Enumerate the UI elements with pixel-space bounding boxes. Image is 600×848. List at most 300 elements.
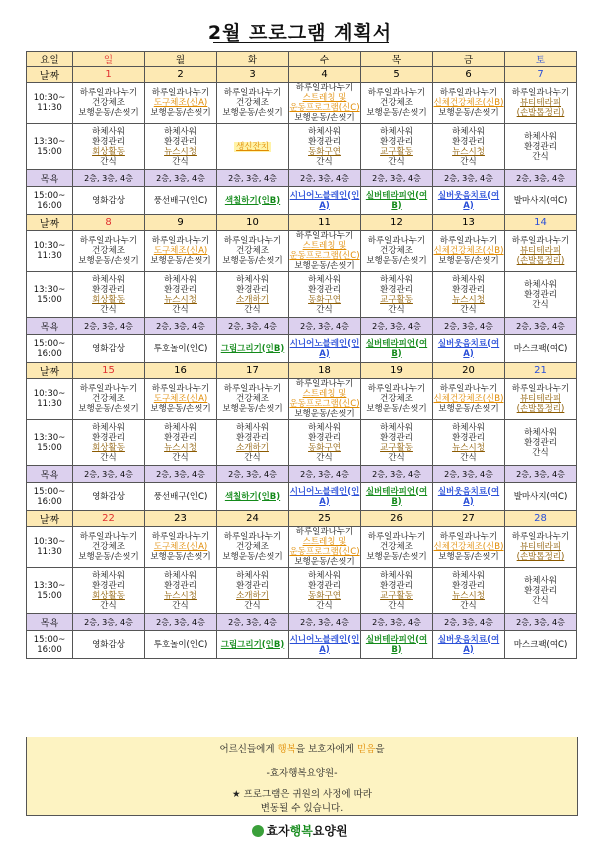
time-label-line: 16:00 xyxy=(37,496,62,507)
date-cell: 7 xyxy=(505,67,577,83)
morning-row xyxy=(27,231,577,272)
date-cell: 3 xyxy=(217,67,289,83)
activity-line: 보행운동/손씻기 xyxy=(294,409,355,419)
activity-line: 하체사워 xyxy=(236,422,269,433)
activity-line: 하체사워 xyxy=(164,126,197,137)
late-activity-text: 실버테라피언(여B) xyxy=(365,338,428,359)
date-cell: 17 xyxy=(217,363,289,379)
activity-line: 하체사워 xyxy=(236,274,269,285)
activity-line: 환경관리 xyxy=(164,136,197,147)
morning-activity-cell xyxy=(73,231,145,272)
morning-activity-cell xyxy=(73,83,145,124)
bath-row xyxy=(27,466,577,483)
activity-line: 신체건강체조(신B) xyxy=(433,394,504,404)
time-label-line: 11:30 xyxy=(37,547,62,557)
morning-activity-cell xyxy=(361,83,433,124)
footer-box xyxy=(26,737,578,816)
time-label-line: 16:00 xyxy=(37,644,62,655)
activity-line: 보행운동/손씻기 xyxy=(150,404,211,414)
late-afternoon-row xyxy=(27,631,577,659)
activity-line: 스트레칭 및 xyxy=(302,93,347,103)
late-activity-text: 색칠하기(인B) xyxy=(224,491,281,502)
late-afternoon-row xyxy=(27,187,577,215)
morning-activity-cell xyxy=(145,379,217,420)
activity-line: 교구활동 xyxy=(380,146,413,157)
bath-floors-cell: 2층, 3층, 4층 xyxy=(73,318,145,335)
activity-line: 하체사워 xyxy=(524,575,557,586)
activity-line: 회상활동 xyxy=(92,442,125,453)
activity-line: 환경관리 xyxy=(308,136,341,147)
activity-line: 하체사워 xyxy=(308,570,341,581)
activity-line: 간식 xyxy=(532,151,549,162)
activity-line: 간식 xyxy=(532,299,549,310)
activity-line: 간식 xyxy=(460,304,477,315)
late-activity-cell xyxy=(433,631,505,659)
title-underline xyxy=(213,42,389,43)
activity-line: 뉴스시청 xyxy=(452,146,485,157)
activity-line: 간식 xyxy=(532,447,549,458)
activity-line: 보행운동/손씻기 xyxy=(150,552,211,562)
late-time-label xyxy=(27,483,73,511)
date-cell: 23 xyxy=(145,511,217,527)
late-activity-cell xyxy=(73,335,145,363)
activity-line: 스트레칭 및 xyxy=(302,241,347,251)
weekday-sun: 일 xyxy=(73,52,145,67)
late-activity-cell xyxy=(145,335,217,363)
morning-activity-cell xyxy=(433,527,505,568)
afternoon-activity-cell xyxy=(73,124,145,170)
morning-activity-cell xyxy=(433,231,505,272)
activity-line: 보행운동/손씻기 xyxy=(294,113,355,123)
activity-line: 교구활동 xyxy=(380,590,413,601)
late-activity-text: 실버웃음치료(여A) xyxy=(437,338,500,359)
activity-line: 건강체조 xyxy=(236,246,269,256)
logo-text: 요양원 xyxy=(312,824,348,838)
activity-line: 하루일과나누기 xyxy=(511,236,570,246)
late-activity-text: 마스크팩(여C) xyxy=(513,639,568,650)
activity-line: 건강체조 xyxy=(380,246,413,256)
activity-line: 뉴스시청 xyxy=(452,590,485,601)
afternoon-activity-cell xyxy=(361,568,433,614)
bath-floors-cell: 2층, 3층, 4층 xyxy=(361,614,433,631)
time-label-line: 15:00~ xyxy=(33,190,66,201)
late-activity-text: 그림그리기(인B) xyxy=(220,343,285,354)
afternoon-activity-cell xyxy=(145,420,217,466)
time-label-line: 11:30 xyxy=(37,399,62,409)
slogan-part: 어르신들에게 xyxy=(219,744,278,755)
activity-line: 환경관리 xyxy=(236,432,269,443)
morning-activity-cell xyxy=(361,527,433,568)
date-cell: 25 xyxy=(289,511,361,527)
bath-floors-cell: 2층, 3층, 4층 xyxy=(433,170,505,187)
late-activity-text: 시니어노블레인(인A) xyxy=(289,190,360,211)
activity-line: 간식 xyxy=(388,304,405,315)
activity-line: 환경관리 xyxy=(380,136,413,147)
late-activity-cell xyxy=(505,335,577,363)
late-activity-cell xyxy=(361,335,433,363)
activity-line: 보행운동/손씻기 xyxy=(438,552,499,562)
morning-activity-cell xyxy=(73,379,145,420)
late-activity-cell xyxy=(361,187,433,215)
afternoon-activity-cell xyxy=(73,272,145,318)
morning-activity-cell xyxy=(433,83,505,124)
afternoon-activity-cell xyxy=(145,124,217,170)
date-cell: 13 xyxy=(433,215,505,231)
time-label-line: 16:00 xyxy=(37,200,62,211)
activity-line: 하루일과나누기 xyxy=(439,384,498,394)
date-label: 날짜 xyxy=(27,67,73,83)
date-cell: 2 xyxy=(145,67,217,83)
time-label-line: 13:30~ xyxy=(33,136,66,147)
activity-line: 건강체조 xyxy=(236,98,269,108)
slogan xyxy=(27,741,577,755)
activity-line: 신체건강체조(신B) xyxy=(433,246,504,256)
morning-activity-cell xyxy=(217,379,289,420)
bath-row xyxy=(27,170,577,187)
activity-line: 운동프로그램(신C) xyxy=(289,103,360,113)
afternoon-activity-cell xyxy=(217,568,289,614)
activity-line: 보행운동/손씻기 xyxy=(222,256,283,266)
activity-line: 보행운동/손씻기 xyxy=(438,404,499,414)
activity-line: 회상활동 xyxy=(92,294,125,305)
weekday-tue: 화 xyxy=(217,52,289,67)
afternoon-activity-cell xyxy=(217,420,289,466)
activity-line: 하루일과나누기 xyxy=(151,236,210,246)
activity-line: 도구체조(신A) xyxy=(153,394,208,404)
late-activity-cell xyxy=(217,631,289,659)
morning-time-label xyxy=(27,527,73,568)
afternoon-time-label xyxy=(27,420,73,466)
activity-line: 하체사워 xyxy=(308,422,341,433)
activity-line: 하루일과나누기 xyxy=(295,527,354,537)
note-line-2: 변동될 수 있습니다. xyxy=(260,803,344,814)
date-cell: 18 xyxy=(289,363,361,379)
late-activity-cell xyxy=(433,483,505,511)
slogan-trust: 믿음 xyxy=(357,744,376,755)
morning-activity-cell xyxy=(505,83,577,124)
bath-row xyxy=(27,614,577,631)
activity-line: 뉴스시청 xyxy=(164,294,197,305)
time-label-line: 10:30~ xyxy=(33,537,66,547)
activity-line: 간식 xyxy=(316,156,333,167)
late-activity-text: 실버테라피언(여B) xyxy=(365,190,428,211)
activity-line: 하루일과나누기 xyxy=(295,379,354,389)
morning-row xyxy=(27,527,577,568)
activity-line: 하체사워 xyxy=(380,570,413,581)
activity-line: 교구활동 xyxy=(380,294,413,305)
activity-line: 동화구연 xyxy=(308,146,341,157)
late-activity-text: 그림그리기(인B) xyxy=(220,639,285,650)
note-line-1: ★ 프로그램은 귀원의 사정에 따라 xyxy=(232,789,372,800)
afternoon-activity-cell xyxy=(289,420,361,466)
bath-floors-cell: 2층, 3층, 4층 xyxy=(73,170,145,187)
activity-line: 교구활동 xyxy=(380,442,413,453)
activity-line: 하루일과나누기 xyxy=(439,532,498,542)
late-activity-cell xyxy=(73,187,145,215)
activity-line: 뉴스시청 xyxy=(164,146,197,157)
late-activity-text: 영화감상 xyxy=(92,491,125,502)
late-time-label xyxy=(27,187,73,215)
late-time-label xyxy=(27,631,73,659)
activity-line: 간식 xyxy=(172,600,189,611)
afternoon-row xyxy=(27,124,577,170)
date-cell: 20 xyxy=(433,363,505,379)
activity-line: 건강체조 xyxy=(380,542,413,552)
center-name: -효자행복요양원- xyxy=(266,768,338,779)
late-activity-text: 실버웃음치료(여A) xyxy=(437,486,500,507)
activity-line: 보행운동/손씻기 xyxy=(438,108,499,118)
afternoon-row xyxy=(27,568,577,614)
late-activity-cell xyxy=(289,631,361,659)
late-time-label xyxy=(27,335,73,363)
date-cell: 22 xyxy=(73,511,145,527)
activity-line: 하루일과나누기 xyxy=(151,88,210,98)
bath-floors-cell: 2층, 3층, 4층 xyxy=(361,466,433,483)
activity-line: 하루일과나누기 xyxy=(79,384,138,394)
date-cell: 5 xyxy=(361,67,433,83)
activity-line: 하체사워 xyxy=(92,570,125,581)
activity-line: 하루일과나누기 xyxy=(79,236,138,246)
slogan-happiness: 행복 xyxy=(277,744,296,755)
late-activity-cell xyxy=(73,483,145,511)
activity-line: 간식 xyxy=(172,304,189,315)
activity-line: 환경관리 xyxy=(236,580,269,591)
date-label: 날짜 xyxy=(27,215,73,231)
logo-leaf-icon xyxy=(252,825,264,837)
afternoon-activity-cell xyxy=(289,568,361,614)
activity-line: 스트레칭 및 xyxy=(302,537,347,547)
weekday-wed: 수 xyxy=(289,52,361,67)
activity-line: 하체사워 xyxy=(164,570,197,581)
afternoon-activity-cell xyxy=(505,272,577,318)
late-activity-text: 실버테라피언(여B) xyxy=(365,634,428,655)
activity-line: 간식 xyxy=(244,452,261,463)
activity-line: 하체사워 xyxy=(92,126,125,137)
time-label-line: 15:00~ xyxy=(33,634,66,645)
bath-floors-cell: 2층, 3층, 4층 xyxy=(361,318,433,335)
bath-label: 목욕 xyxy=(27,318,73,335)
date-cell: 21 xyxy=(505,363,577,379)
bath-floors-cell: 2층, 3층, 4층 xyxy=(145,466,217,483)
afternoon-activity-cell xyxy=(145,272,217,318)
bath-floors-cell: 2층, 3층, 4층 xyxy=(145,318,217,335)
late-activity-text: 풍선배구(인C) xyxy=(153,491,208,502)
bath-label: 목욕 xyxy=(27,466,73,483)
activity-line: 보행운동/손씻기 xyxy=(222,108,283,118)
date-label: 날짜 xyxy=(27,363,73,379)
time-label-line: 15:00 xyxy=(37,590,62,601)
bath-label: 목욕 xyxy=(27,614,73,631)
afternoon-activity-cell xyxy=(361,124,433,170)
activity-line: (손발톱정리) xyxy=(516,256,565,266)
activity-line: 간식 xyxy=(316,600,333,611)
activity-line: 건강체조 xyxy=(380,394,413,404)
weekday-thu: 목 xyxy=(361,52,433,67)
time-label-line: 15:00 xyxy=(37,442,62,453)
activity-line: 동화구연 xyxy=(308,442,341,453)
bath-floors-cell: 2층, 3층, 4층 xyxy=(73,466,145,483)
activity-line: 하루일과나누기 xyxy=(223,384,282,394)
late-activity-text: 시니어노블레인(인A) xyxy=(289,486,360,507)
afternoon-activity-cell xyxy=(433,568,505,614)
late-activity-text: 실버테라피언(여B) xyxy=(365,486,428,507)
activity-line: 환경관리 xyxy=(308,580,341,591)
activity-line: 하체사워 xyxy=(452,274,485,285)
logo-text: 효자 xyxy=(266,824,290,838)
date-cell: 8 xyxy=(73,215,145,231)
bath-floors-cell: 2층, 3층, 4층 xyxy=(73,614,145,631)
morning-activity-cell xyxy=(361,379,433,420)
corner-cell: 요일 xyxy=(27,52,73,67)
activity-line: 하루일과나누기 xyxy=(367,384,426,394)
bath-floors-cell: 2층, 3층, 4층 xyxy=(505,466,577,483)
activity-line: 하루일과나누기 xyxy=(223,532,282,542)
afternoon-activity-cell xyxy=(289,272,361,318)
activity-line: 소개하기 xyxy=(236,294,269,305)
activity-line: 보행운동/손씻기 xyxy=(150,256,211,266)
activity-line: 생신잔치 xyxy=(236,141,269,152)
morning-activity-cell xyxy=(145,527,217,568)
activity-line: 하체사워 xyxy=(164,422,197,433)
time-label-line: 11:30 xyxy=(37,251,62,261)
afternoon-activity-cell xyxy=(289,124,361,170)
activity-line: 하체사워 xyxy=(380,274,413,285)
late-activity-cell xyxy=(505,483,577,511)
late-activity-cell xyxy=(433,335,505,363)
late-activity-text: 시니어노블레인(인A) xyxy=(289,338,360,359)
activity-line: 간식 xyxy=(100,304,117,315)
late-activity-cell xyxy=(145,483,217,511)
activity-line: 하체사워 xyxy=(236,570,269,581)
bath-floors-cell: 2층, 3층, 4층 xyxy=(145,614,217,631)
activity-line: 환경관리 xyxy=(164,432,197,443)
late-afternoon-row xyxy=(27,335,577,363)
activity-line: 도구체조(신A) xyxy=(153,542,208,552)
afternoon-activity-cell xyxy=(361,420,433,466)
activity-line: 건강체조 xyxy=(92,542,125,552)
morning-activity-cell xyxy=(145,83,217,124)
time-label-line: 10:30~ xyxy=(33,93,66,103)
activity-line: 건강체조 xyxy=(380,98,413,108)
morning-activity-cell xyxy=(217,231,289,272)
date-cell: 10 xyxy=(217,215,289,231)
morning-row xyxy=(27,83,577,124)
activity-line: 하체사워 xyxy=(452,126,485,137)
bath-floors-cell: 2층, 3층, 4층 xyxy=(289,614,361,631)
morning-activity-cell xyxy=(145,231,217,272)
afternoon-activity-cell xyxy=(433,272,505,318)
late-activity-cell xyxy=(145,631,217,659)
late-activity-text: 발마사지(여C) xyxy=(513,195,568,206)
afternoon-row xyxy=(27,420,577,466)
activity-line: 환경관리 xyxy=(164,580,197,591)
time-label-line: 13:30~ xyxy=(33,432,66,443)
activity-line: 하루일과나누기 xyxy=(511,88,570,98)
activity-line: 뉴스시청 xyxy=(452,442,485,453)
bath-floors-cell: 2층, 3층, 4층 xyxy=(505,170,577,187)
activity-line: 도구체조(신A) xyxy=(153,246,208,256)
activity-line: 하체사워 xyxy=(524,427,557,438)
weekday-mon: 월 xyxy=(145,52,217,67)
activity-line: 환경관리 xyxy=(524,437,557,448)
activity-line: 하루일과나누기 xyxy=(367,88,426,98)
activity-line: 하루일과나누기 xyxy=(439,236,498,246)
slogan-part: 을 보호자에게 xyxy=(295,744,357,755)
date-cell: 14 xyxy=(505,215,577,231)
morning-activity-cell xyxy=(217,83,289,124)
activity-line: 하체사워 xyxy=(92,422,125,433)
bath-floors-cell: 2층, 3층, 4층 xyxy=(505,318,577,335)
activity-line: 보행운동/손씻기 xyxy=(366,404,427,414)
afternoon-activity-cell xyxy=(505,568,577,614)
late-activity-text: 영화감상 xyxy=(92,195,125,206)
afternoon-activity-cell xyxy=(505,124,577,170)
morning-activity-cell xyxy=(433,379,505,420)
activity-line: 보행운동/손씻기 xyxy=(366,108,427,118)
activity-line: 회상활동 xyxy=(92,146,125,157)
date-cell: 28 xyxy=(505,511,577,527)
date-cell: 4 xyxy=(289,67,361,83)
activity-line: 환경관리 xyxy=(524,141,557,152)
activity-line: 간식 xyxy=(460,600,477,611)
bath-floors-cell: 2층, 3층, 4층 xyxy=(433,466,505,483)
weekday-sat: 토 xyxy=(505,52,577,67)
activity-line: (손발톱정리) xyxy=(516,552,565,562)
afternoon-activity-cell xyxy=(217,124,289,170)
morning-activity-cell xyxy=(505,527,577,568)
activity-line: 뷰티테라피 xyxy=(519,246,562,256)
activity-line: 뷰티테라피 xyxy=(519,394,562,404)
late-activity-text: 실버웃음치료(여A) xyxy=(437,190,500,211)
activity-line: 환경관리 xyxy=(452,432,485,443)
bath-floors-cell: 2층, 3층, 4층 xyxy=(217,170,289,187)
activity-line: 하체사워 xyxy=(452,570,485,581)
activity-line: 하루일과나누기 xyxy=(367,236,426,246)
morning-activity-cell xyxy=(217,527,289,568)
activity-line: 보행운동/손씻기 xyxy=(294,261,355,271)
activity-line: (손발톱정리) xyxy=(516,108,565,118)
afternoon-activity-cell xyxy=(505,420,577,466)
morning-activity-cell xyxy=(505,379,577,420)
activity-line: 뷰티테라피 xyxy=(519,542,562,552)
activity-line: 하체사워 xyxy=(452,422,485,433)
activity-line: 환경관리 xyxy=(92,432,125,443)
activity-line: 환경관리 xyxy=(452,136,485,147)
activity-line: 보행운동/손씻기 xyxy=(78,552,139,562)
late-activity-cell xyxy=(289,483,361,511)
activity-line: 하체사워 xyxy=(164,274,197,285)
activity-line: 건강체조 xyxy=(236,542,269,552)
activity-line: 동화구연 xyxy=(308,590,341,601)
date-cell: 24 xyxy=(217,511,289,527)
morning-time-label xyxy=(27,231,73,272)
bath-floors-cell: 2층, 3층, 4층 xyxy=(505,614,577,631)
activity-line: 보행운동/손씻기 xyxy=(222,404,283,414)
activity-line: 하체사워 xyxy=(380,422,413,433)
activity-line: 환경관리 xyxy=(524,585,557,596)
date-cell: 1 xyxy=(73,67,145,83)
date-cell: 16 xyxy=(145,363,217,379)
late-activity-text: 시니어노블레인(인A) xyxy=(289,634,360,655)
activity-line: 하루일과나누기 xyxy=(223,88,282,98)
afternoon-activity-cell xyxy=(73,568,145,614)
activity-line: 보행운동/손씻기 xyxy=(78,404,139,414)
schedule-table xyxy=(26,51,577,659)
activity-line: 환경관리 xyxy=(92,580,125,591)
afternoon-activity-cell xyxy=(433,420,505,466)
morning-row xyxy=(27,379,577,420)
activity-line: 하루일과나누기 xyxy=(511,384,570,394)
